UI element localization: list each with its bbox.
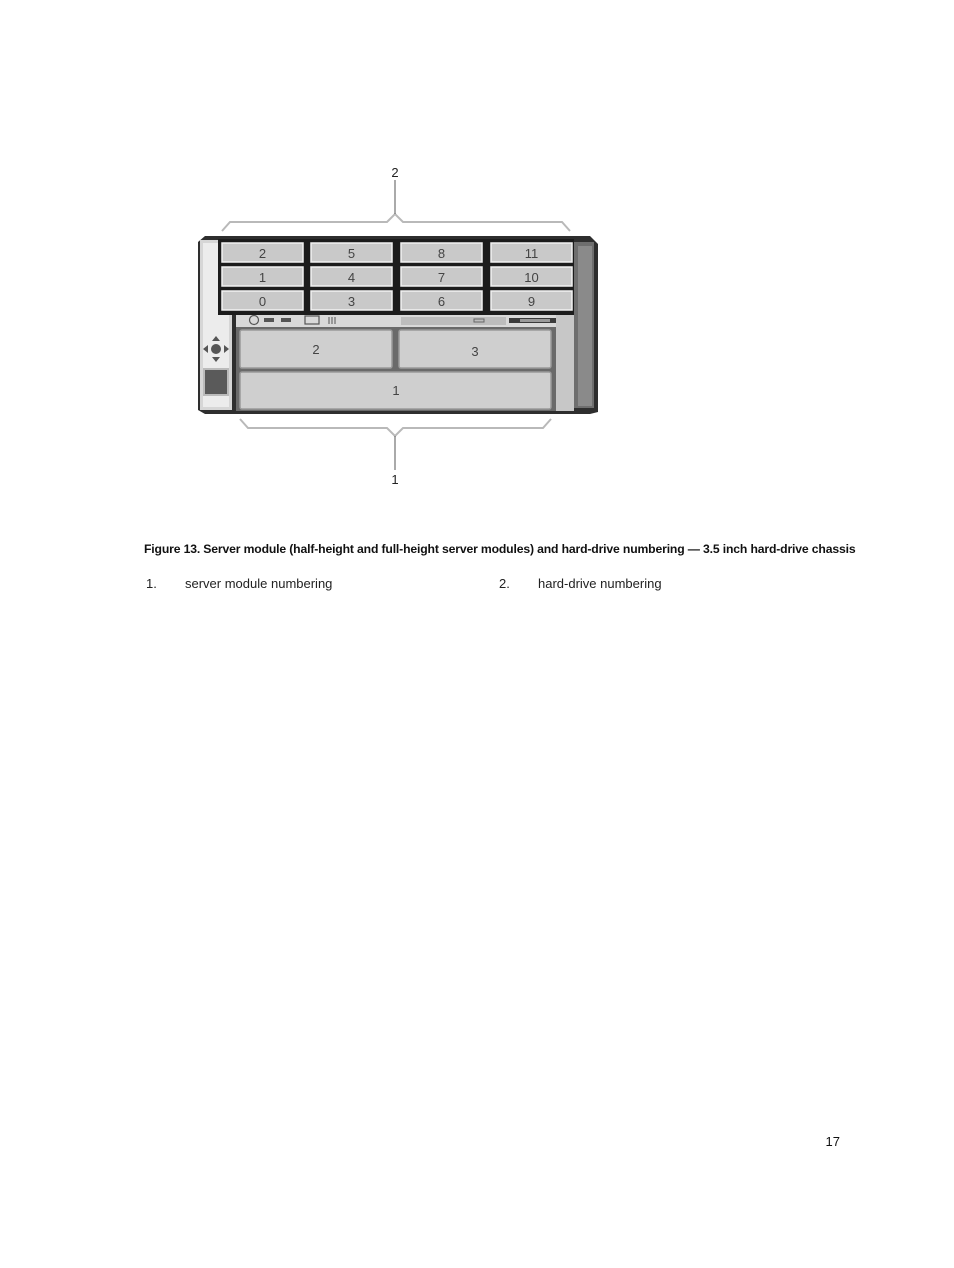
drive-bay-label: 1 [258, 270, 267, 285]
drive-bay [491, 243, 572, 262]
usb-icon [281, 318, 291, 322]
callout-bottom-label: 1 [391, 472, 399, 487]
drive-bay [401, 291, 482, 310]
figure-caption: Figure 13. Server module (half-height and full-height server modules) and hard-drive numbering — 3.5 inch hard-drive chassis [144, 542, 856, 556]
drive-bay-label: 5 [347, 246, 356, 261]
legend-item [499, 576, 829, 594]
drive-bay [222, 243, 303, 262]
usb-icon [264, 318, 274, 322]
drive-bay-label: 3 [347, 294, 356, 309]
server-module-full [240, 372, 551, 409]
legend-number: 1. [146, 576, 157, 591]
legend-number: 2. [499, 576, 510, 591]
drive-bay-label: 7 [437, 270, 446, 285]
server-module-bracket [240, 419, 551, 436]
server-module-left [240, 330, 392, 368]
drive-bay [222, 267, 303, 286]
drive-bay [311, 291, 392, 310]
chassis-figure [150, 150, 650, 500]
drive-bay [222, 291, 303, 310]
drive-bay-label: 0 [258, 294, 267, 309]
drive-bay [311, 243, 392, 262]
page-number: 17 [825, 1134, 840, 1149]
drive-bay-label: 4 [347, 270, 356, 285]
server-module-left-label: 2 [312, 342, 320, 357]
drive-bay [401, 267, 482, 286]
callout-top-label: 2 [391, 165, 399, 180]
legend-text: server module numbering [185, 576, 333, 591]
drive-bay-label: 2 [258, 246, 267, 261]
drive-bay [311, 267, 392, 286]
chassis-diagram [150, 150, 650, 500]
server-module-right-label: 3 [471, 344, 479, 359]
drive-bay-label: 11 [524, 246, 539, 261]
drive-bay-label: 6 [437, 294, 446, 309]
drive-bay-label: 9 [527, 294, 536, 309]
drive-bay [401, 243, 482, 262]
legend-text: hard-drive numbering [538, 576, 662, 591]
lcd-panel-icon [204, 369, 228, 395]
drive-bay-label: 10 [524, 270, 539, 285]
drive-bay [491, 291, 572, 310]
legend-item [146, 576, 476, 594]
server-module-right [399, 330, 551, 368]
drive-bay-label: 8 [437, 246, 446, 261]
server-module-full-label: 1 [392, 383, 400, 398]
hard-drive-bracket [222, 214, 570, 231]
drive-bay [491, 267, 572, 286]
